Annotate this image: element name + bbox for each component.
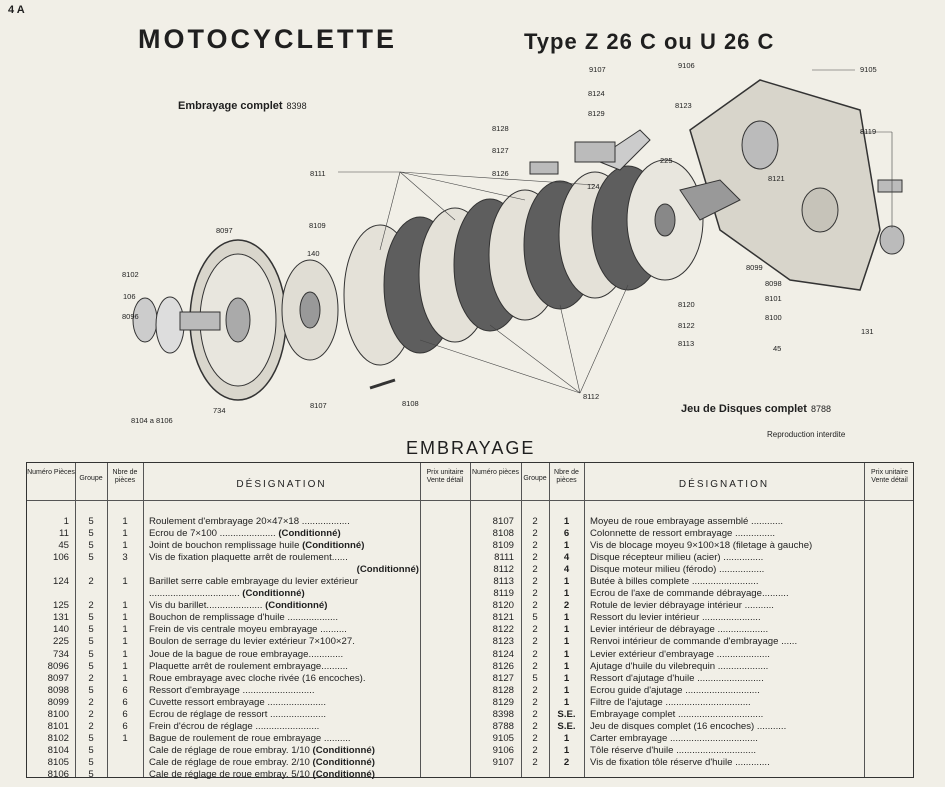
left-nombre-row: 1 [122, 732, 128, 744]
left-nombre-row: 1 [122, 516, 128, 527]
left-nombre-row: 3 [122, 552, 128, 564]
right-numero-row: 8128 [492, 684, 514, 696]
diagram-label: 8119 [860, 127, 877, 136]
left-nombre-row [107, 564, 143, 576]
right-groupe-row: 2 [532, 516, 538, 527]
diagram-label: 8107 [310, 401, 327, 410]
right-numero-row: 8109 [492, 540, 514, 552]
left-designation-row: Cale de réglage de roue embray. 5/10 (Conditionné) [149, 768, 375, 780]
left-designation-row: Vis de fixation plaquette arrêt de roulement...... [149, 552, 348, 564]
diagram-label: 8100 [765, 313, 782, 322]
embrayage-complet-label: Embrayage complet [178, 100, 283, 112]
header-groupe-left: Groupe [79, 475, 103, 482]
right-groupe-row: 2 [532, 528, 538, 540]
left-designation-row: Joint de bouchon remplissage huile (Conditionné) [149, 540, 365, 552]
left-groupe-row: 5 [88, 732, 94, 744]
header-nombre-right: Nbre de pièces [554, 469, 579, 484]
right-nombre-row: 1 [563, 576, 570, 588]
diagram-label: 8129 [588, 109, 605, 118]
left-nombre-row: 1 [122, 624, 128, 636]
diagram-label: 45 [773, 344, 782, 353]
left-designation-row: .................................. (Conditionné) [149, 588, 305, 600]
left-nombre-row: 1 [122, 600, 128, 612]
right-designation-row: Disque moteur milieu (férodo) ................. [590, 564, 765, 576]
left-nombre-row: 1 [122, 540, 128, 552]
left-groupe-row: 5 [88, 540, 94, 552]
left-numero-row: 1 [63, 516, 69, 527]
right-nombre-row: 1 [563, 660, 570, 672]
header-nombre-left: Nbre de pièces [112, 469, 138, 484]
right-numero-row: 8113 [493, 576, 514, 588]
left-numero-row: 8100 [47, 708, 69, 720]
diagram-label: 8128 [492, 124, 509, 133]
left-designation-row: Ressort d'embrayage ........................... [149, 684, 315, 696]
right-nombre-row: 1 [563, 516, 570, 527]
right-designation-row: Vis de blocage moyeu 9×100×18 (filetage à gauche) [590, 540, 813, 552]
right-designation-row: Renvoi intérieur de commande d'embrayage ...... [590, 636, 798, 648]
left-nombre-row: 6 [122, 720, 128, 732]
left-nombre-row: 1 [122, 612, 128, 624]
left-nombre-row: 1 [122, 660, 128, 672]
left-numero-row: 124 [52, 576, 69, 588]
left-designation-row: Roulement d'embrayage 20×47×18 .................. [149, 516, 350, 527]
left-nombre-row: 1 [122, 528, 128, 540]
left-numero-row: 8105 [47, 756, 69, 768]
right-nombre-row: S.E. [557, 708, 576, 720]
diagram-label: 8097 [216, 226, 233, 235]
diagram-label: 8124 [588, 89, 605, 98]
jeu-disques-caption [681, 403, 831, 415]
left-designation-row: Bague de roulement de roue embrayage .......... [149, 732, 351, 744]
left-nombre-row: 6 [122, 708, 128, 720]
left-nombre-row: 6 [122, 696, 128, 708]
diagram-label: 106 [123, 292, 136, 301]
right-designation-row: Colonnette de ressort embrayage ............... [590, 528, 776, 540]
diagram-label: 734 [213, 406, 226, 415]
right-numero-row: 8121 [492, 612, 514, 624]
diagram-label: 8127 [492, 146, 509, 155]
right-designation-row: Ecrou de l'axe de commande débrayage.......... [590, 588, 789, 600]
left-nombre-row [107, 745, 143, 757]
right-groupe-row: 2 [532, 732, 538, 744]
conditionne-tag: (Conditionné) [299, 540, 365, 552]
right-designation-row: Tôle réserve d'huile .............................. [590, 744, 757, 756]
left-nombre-row [107, 757, 143, 769]
conditionne-tag: (Conditionné) [275, 528, 341, 540]
right-groupe-row: 2 [532, 756, 538, 768]
left-designation-row: Vis du barillet..................... (Conditionné) [149, 600, 328, 612]
right-groupe-row: 2 [532, 576, 538, 588]
left-numero-row: 131 [52, 612, 69, 624]
right-groupe-row: 2 [532, 660, 538, 672]
left-groupe-row: 5 [88, 768, 94, 780]
conditionne-tag: (Conditionné) [356, 564, 419, 576]
right-designation-row: Jeu de disques complet (16 encoches) ........... [590, 720, 787, 732]
header-prix-right: Prix unitaire Vente détail [871, 469, 908, 484]
left-nombre-row: 1 [122, 648, 128, 660]
diagram-label: 8102 [122, 270, 139, 279]
page-number: 4 A [8, 4, 25, 16]
left-groupe-row: 2 [88, 720, 94, 732]
right-groupe-row: 2 [532, 552, 538, 564]
left-designation-row: Plaquette arrêt de roulement embrayage.......... [149, 660, 348, 672]
header-groupe-right: Groupe [523, 475, 547, 482]
left-numero-row: 8104 [47, 744, 69, 756]
right-groupe-row: 2 [532, 564, 538, 576]
left-nombre-row [107, 588, 143, 600]
right-groupe-column [521, 516, 549, 769]
right-designation-row: Vis de fixation tôle réserve d'huile ............. [590, 756, 770, 768]
right-nombre-row: 2 [563, 756, 570, 768]
page-title: MOTOCYCLETTE [138, 24, 398, 54]
left-groupe-row: 2 [88, 576, 94, 588]
left-numero-row: 8097 [47, 672, 69, 684]
right-groupe-row: 2 [532, 600, 538, 612]
left-numero-row: 140 [52, 624, 69, 636]
left-groupe-column [75, 516, 107, 781]
left-designation-row: Joue de la bague de roue embrayage............. [149, 648, 344, 660]
right-numero-row: 9106 [492, 744, 514, 756]
left-groupe-row: 5 [88, 756, 94, 768]
right-numero-row: 8112 [493, 564, 514, 576]
left-groupe-row: 5 [88, 624, 94, 636]
left-groupe-row: 5 [88, 648, 94, 660]
left-numero-row: 8102 [47, 732, 69, 744]
diagram-label: 8109 [309, 221, 326, 230]
header-prix-left: Prix unitaire Vente détail [426, 469, 464, 484]
right-nombre-row: 1 [563, 540, 570, 552]
diagram-label: 9107 [589, 65, 606, 74]
left-groupe-row [75, 564, 107, 576]
right-numero-row: 8123 [492, 636, 514, 648]
left-groupe-row: 5 [88, 516, 94, 527]
left-groupe-row: 5 [88, 744, 94, 756]
diagram-label: 140 [307, 249, 320, 258]
diagram-label: 225 [660, 156, 673, 165]
exploded-clutch-diagram [0, 50, 945, 435]
right-nombre-row: 6 [563, 528, 570, 540]
left-designation-row: Frein d'écrou de réglage ........................ [149, 720, 320, 732]
right-designation-row: Butée à billes complete ......................... [590, 576, 759, 588]
right-designation-row: Disque récepteur milieu (acier) ............... [590, 552, 764, 564]
right-groupe-row: 2 [532, 588, 538, 600]
left-designation-row: Cale de réglage de roue embray. 2/10 (Conditionné) [149, 756, 375, 768]
diagram-label: 8096 [122, 312, 139, 321]
left-numero-row: 8098 [47, 684, 69, 696]
right-numero-row: 8124 [492, 648, 514, 660]
left-groupe-row: 5 [88, 528, 94, 540]
right-designation-row: Rotule de levier débrayage intérieur ........... [590, 600, 774, 612]
left-nombre-row: 6 [122, 684, 128, 696]
diagram-label: 8108 [402, 399, 419, 408]
header-designation-left: DÉSIGNATION [236, 479, 327, 490]
right-numero-row: 8119 [493, 588, 514, 600]
left-groupe-row [75, 588, 107, 600]
right-nombre-row: 4 [563, 564, 570, 576]
right-numero-row: 8788 [492, 720, 514, 732]
right-groupe-row: 2 [532, 684, 538, 696]
right-nombre-row: 1 [563, 636, 570, 648]
right-numero-row: 8107 [492, 516, 514, 527]
right-designation-row: Filtre de l'ajutage ................................ [590, 696, 751, 708]
left-groupe-row: 2 [88, 696, 94, 708]
header-designation-right: DÉSIGNATION [678, 479, 770, 490]
right-numero-row: 8129 [492, 696, 514, 708]
right-designation-row: Levier intérieur de débrayage ................... [590, 624, 769, 636]
left-nombre-row: 1 [122, 636, 128, 648]
left-numero-row: 106 [52, 552, 69, 564]
diagram-label: 131 [861, 327, 874, 336]
reproduction-notice: Reproduction interdite [767, 430, 846, 439]
right-numero-row: 8127 [492, 672, 514, 684]
right-groupe-row: 2 [532, 648, 538, 660]
conditionne-tag: (Conditionné) [262, 600, 328, 612]
right-numero-row: 9107 [492, 756, 514, 768]
right-designation-row: Levier extérieur d'embrayage .................... [590, 648, 770, 660]
right-nombre-row: 1 [563, 672, 570, 684]
diagram-label: 8101 [765, 294, 782, 303]
left-numero-column [27, 516, 69, 781]
conditionne-tag: (Conditionné) [309, 768, 375, 780]
right-designation-row: Ressort du levier intérieur ...................... [590, 612, 761, 624]
left-designation-row: Cuvette ressort embrayage ...................... [149, 696, 327, 708]
diagram-label: 8099 [746, 263, 763, 272]
left-numero-row: 45 [58, 540, 69, 552]
left-numero-row: 125 [52, 600, 69, 612]
left-numero-row: 8096 [47, 660, 69, 672]
right-designation-row: Ressort d'ajutage d'huile ......................... [590, 672, 764, 684]
right-nombre-row: 1 [563, 624, 570, 636]
left-groupe-row: 2 [88, 672, 94, 684]
right-groupe-row: 2 [532, 696, 538, 708]
right-groupe-row: 2 [532, 708, 538, 720]
right-groupe-row: 2 [532, 744, 538, 756]
right-groupe-row: 5 [532, 612, 538, 624]
diagram-label: 8122 [678, 321, 695, 330]
left-nombre-column [107, 516, 143, 781]
left-groupe-row: 5 [88, 636, 94, 648]
left-numero-row: 11 [59, 528, 69, 540]
conditionne-tag: (Conditionné) [239, 588, 305, 600]
left-designation-row: Ecrou de réglage de ressort ..................... [149, 708, 327, 720]
right-numero-row: 8398 [492, 708, 514, 720]
model-type-title: Type Z 26 C ou U 26 C [524, 29, 775, 54]
diagram-label: 8111 [310, 169, 326, 178]
right-numero-row: 8111 [494, 552, 514, 564]
right-nombre-row: 1 [563, 612, 570, 624]
left-designation-row [149, 564, 419, 576]
diagram-label: 9106 [678, 61, 695, 70]
left-numero-row: 225 [52, 636, 69, 648]
left-groupe-row: 2 [88, 600, 94, 612]
right-groupe-row: 2 [532, 540, 538, 552]
right-numero-row: 8108 [492, 528, 514, 540]
jeu-disques-number: 8788 [810, 404, 831, 414]
left-numero-row: 8101 [47, 720, 69, 732]
right-nombre-row: 1 [563, 696, 570, 708]
jeu-disques-label: Jeu de Disques complet [681, 403, 807, 415]
right-designation-row: Ajutage d'huile du vilebrequin ................... [590, 660, 769, 672]
left-numero-row: 8106 [47, 768, 69, 780]
left-groupe-row: 2 [88, 708, 94, 720]
right-nombre-row: 1 [563, 588, 570, 600]
right-nombre-row: 4 [563, 552, 570, 564]
right-nombre-row: 1 [563, 732, 570, 744]
diagram-label: 8123 [675, 101, 692, 110]
right-designation-row: Carter embrayage ................................. [590, 732, 758, 744]
left-numero-row [27, 588, 69, 600]
parts-table [26, 462, 914, 778]
right-nombre-row: 2 [563, 600, 570, 612]
right-nombre-row: 1 [563, 744, 570, 756]
header-numero-left: Numéro Pièces [27, 469, 75, 476]
right-nombre-row: S.E. [557, 720, 576, 732]
diagram-label: 8120 [678, 300, 695, 309]
right-designation-row: Ecrou guide d'ajutage ............................ [590, 684, 760, 696]
left-designation-row: Ecrou de 7×100 ..................... (Conditionné) [149, 528, 341, 540]
left-groupe-row: 5 [88, 552, 94, 564]
right-designation-row: Moyeu de roue embrayage assemblé ............ [590, 516, 784, 527]
left-groupe-row: 5 [88, 612, 94, 624]
diagram-label: 8126 [492, 169, 509, 178]
left-designation-column [149, 516, 419, 781]
diagram-label: 124 [587, 182, 600, 191]
right-groupe-row: 2 [532, 636, 538, 648]
diagram-label: 9105 [860, 65, 877, 74]
diagram-label: 8113 [678, 339, 695, 348]
diagram-label: 8121 [768, 174, 785, 183]
left-nombre-row: 1 [122, 672, 128, 684]
right-groupe-row: 2 [532, 720, 538, 732]
left-groupe-row: 5 [88, 684, 94, 696]
left-designation-row: Frein de vis centrale moyeu embrayage .......... [149, 624, 347, 636]
diagram-label: 8098 [765, 279, 782, 288]
right-numero-column [470, 516, 514, 769]
right-numero-row: 8122 [492, 624, 514, 636]
right-numero-row: 8126 [492, 660, 514, 672]
right-groupe-row: 5 [532, 672, 538, 684]
right-nombre-row: 1 [563, 684, 570, 696]
embrayage-complet-number: 8398 [286, 101, 307, 111]
left-groupe-row: 5 [88, 660, 94, 672]
right-numero-row: 8120 [492, 600, 514, 612]
left-numero-row: 734 [52, 648, 69, 660]
right-designation-row: Embrayage complet ................................ [590, 708, 764, 720]
conditionne-tag: (Conditionné) [309, 756, 375, 768]
right-nombre-column [549, 516, 584, 769]
left-numero-row [27, 564, 69, 576]
left-designation-row: Barillet serre cable embrayage du levier extérieur [149, 576, 359, 588]
diagram-label: 8112 [583, 392, 600, 401]
diagram-label: 8104 a 8106 [131, 416, 173, 425]
header-numero-right: Numéro pièces [471, 469, 520, 476]
left-designation-row: Boulon de serrage du levier extérieur 7×100×27. [149, 636, 355, 648]
right-nombre-row: 1 [563, 648, 570, 660]
right-numero-row: 9105 [492, 732, 514, 744]
right-groupe-row: 2 [532, 624, 538, 636]
left-numero-row: 8099 [47, 696, 69, 708]
left-nombre-row: 1 [122, 576, 128, 588]
left-designation-row: Cale de réglage de roue embray. 1/10 (Conditionné) [149, 744, 375, 756]
conditionne-tag: (Conditionné) [309, 744, 375, 756]
left-designation-row: Roue embrayage avec cloche rivée (16 encoches). [149, 672, 366, 684]
section-title: EMBRAYAGE [406, 438, 536, 458]
left-designation-row: Bouchon de remplissage d'huile ................... [149, 612, 339, 624]
right-designation-column [590, 516, 863, 769]
left-nombre-row [107, 769, 143, 781]
